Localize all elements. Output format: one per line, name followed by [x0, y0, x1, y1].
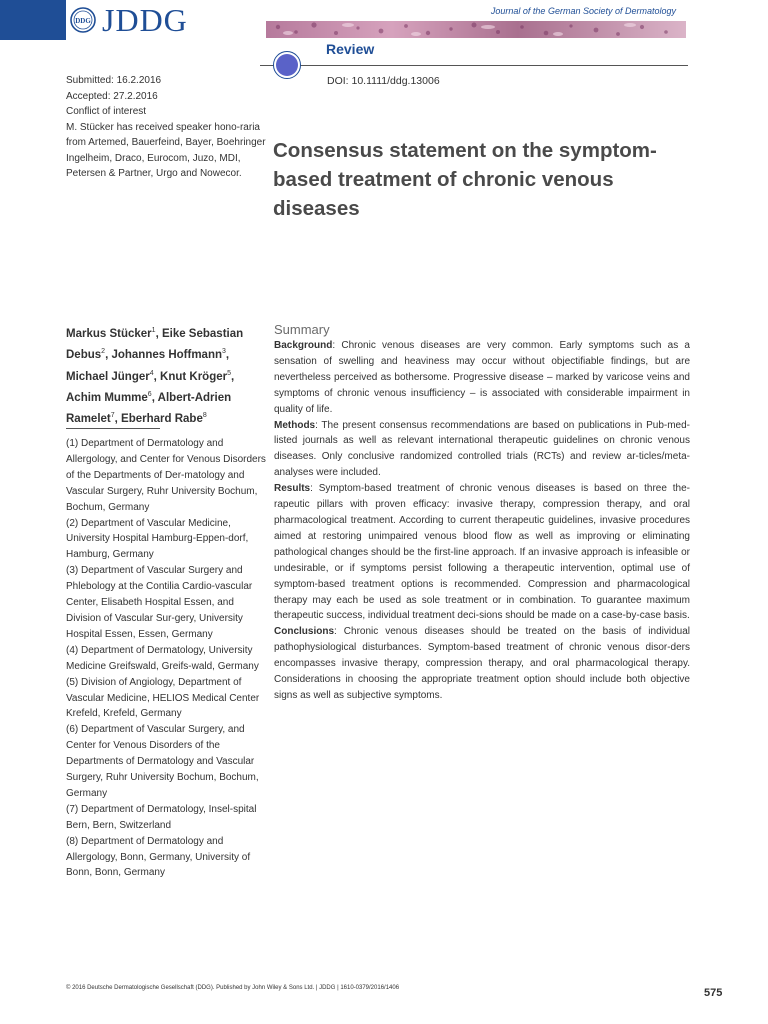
author-name: Albert-Adrien Ramelet	[66, 391, 232, 426]
summary-body	[274, 338, 690, 704]
affiliation-rule	[66, 428, 160, 429]
affiliation-item: (2) Department of Vascular Medicine, University Hospital Hamburg-Eppen-dorf, Hamburg, Germany	[66, 517, 249, 561]
affiliation-item: (1) Department of Dermatology and Allergology, and Center for Venous Disorders of the Departments of Der-matology and Vascular Surgery, Ruhr University Bochum, Bochum, Germany	[66, 438, 266, 513]
accepted-date: Accepted: 27.2.2016	[66, 90, 158, 102]
summary-label: Methods	[274, 419, 316, 431]
submission-info	[66, 73, 266, 182]
article-title: Consensus statement on the symptom-based treatment of chronic venous diseases	[273, 139, 657, 220]
conflict-text: M. Stücker has received speaker hono-raria from Artemed, Bauerfeind, Bayer, Boehringer Ingelheim, Draco, Eurocom, Juzo, MDI, Petersen & Partner, Urgo and Nowecor.	[66, 121, 266, 179]
author-name: Achim Mumme	[66, 391, 148, 404]
author-affiliation-ref: 6	[147, 390, 152, 398]
summary-methods	[274, 418, 690, 482]
summary-text: : Symptom-based treatment of chronic venous diseases is based on three the-rapeutic pillars with proven efficacy: invasive therapy, compression therapy, and oral pharmacological treatment. According to current therapeutic guidelines, invasive procedures aimed at restoring unimpaired venous blood flow as well as improving or eliminating pathological changes should be the first-line approach. If an invasive approach is infeasible or undesirable, or if symptoms persist following a therapeutic intervention, optimal use of symptom-based treatment options is recommended. Compression and pharmacological therapy may each be used as sole treatment or in combination. To guarantee maximum therapeutic success, individual treatment deci-sions should be made on a case-by-case basis.	[274, 483, 690, 622]
histology-banner-image	[266, 21, 686, 38]
doi[interactable]: DOI: 10.1111/ddg.13006	[327, 75, 440, 87]
copyright-footer: © 2016 Deutsche Dermatologische Gesellschaft (DDG). Published by John Wiley & Sons Ltd. | JDDG | 1610-0379/2016/1406	[66, 985, 400, 991]
affiliation-list	[66, 436, 266, 881]
author-name: Michael Jünger	[66, 370, 150, 383]
affiliation-item: (5) Division of Angiology, Department of Vascular Medicine, HELIOS Medical Center Krefeld, Krefeld, Germany	[66, 676, 260, 720]
summary-background	[274, 338, 690, 418]
author-name: Knut Kröger	[160, 370, 228, 383]
affiliation-item: (6) Department of Vascular Surgery, and Center for Venous Disorders of the Departments of Dermatology and Vascular Surgery, Ruhr University Bochum, Bochum, Germany	[66, 724, 259, 799]
journal-name: Journal of the German Society of Dermatology	[490, 6, 676, 16]
conflict-heading: Conflict of interest	[66, 106, 147, 117]
affiliation-item: (3) Department of Vascular Surgery and Phlebology at the Contilia Cardio-vascular Center, Elisabeth Hospital Essen, and Division of Vascular Sur-gery, University Hospital Essen, Essen, Germany	[66, 565, 253, 640]
logo-text: JDDG	[102, 2, 188, 38]
author-affiliation-ref: 3	[222, 348, 226, 356]
author-list: Markus Stücker$^1$, Eike Sebastian Debus$^2$, Johannes Hoffmann$^3$, Michael Jünger$^4$, Knut Kröger$^5$, Achim Mumme$^6$, Albert-Adrien Ramelet$^7$, Eberhard Rabe$^8$	[66, 327, 244, 426]
section-marker-dot	[276, 54, 298, 76]
author-name: Eike Sebastian Debus	[66, 327, 244, 362]
journal-logo[interactable]	[70, 0, 240, 40]
section-label: Review	[326, 41, 375, 57]
author-name: Markus Stücker	[66, 327, 152, 340]
submitted-date: Submitted: 16.2.2016	[66, 75, 162, 86]
author-affiliation-ref: 4	[149, 369, 154, 377]
author-affiliation-ref: 5	[227, 369, 232, 377]
affiliation-item: (7) Department of Dermatology, Insel-spital Bern, Bern, Switzerland	[66, 803, 257, 831]
summary-label: Background	[274, 340, 333, 351]
header-color-bar	[0, 0, 66, 40]
affiliation-item: (8) Department of Dermatology and Allergology, Bonn, Germany, University of Bonn, Bonn, Germany	[66, 835, 251, 879]
affiliation-item: (4) Department of Dermatology, University Medicine Greifswald, Greifs-wald, Germany	[66, 644, 259, 672]
author-affiliation-ref: 2	[101, 348, 106, 356]
ddg-emblem-icon	[70, 7, 96, 33]
emblem-text: DDG	[75, 17, 91, 25]
summary-label: Conclusions	[274, 626, 335, 638]
page-number: 575	[704, 987, 723, 999]
summary-label: Results	[274, 483, 311, 495]
author-affiliation-ref: 1	[151, 327, 156, 334]
summary-conclusions	[274, 624, 690, 704]
author-affiliation-ref: 8	[202, 412, 207, 420]
summary-results	[274, 481, 690, 624]
header-rule	[260, 65, 688, 66]
summary-text: : The present consensus recommendations are based on publications in Pub-med-listed journals as well as relevant international therapeutic guidelines on chronic venous diseases. Only conclusive randomized controlled trials (RCTs) and review ar-ticles/meta-analyses were included.	[274, 419, 690, 479]
summary-text: : Chronic venous diseases are very common. Early symptoms such as a sensation of swelling and heaviness may occur without objectifiable findings, but are nevertheless perceived as bothersome. Progressive disease – marked by varicose veins and symptoms of chronic venous insufficiency – is associated with considerable impairment in quality of life.	[274, 340, 690, 415]
summary-text: : Chronic venous diseases should be treated on the basis of individual pathophysiological disturbances. Symptom-based treatment of chronic venous disor-ders encompasses invasive therapy, compression therapy, and oral pharmacological therapy. Considerations in choosing the appropriate treatment option should include both objective signs as well as subjective symptoms.	[274, 626, 690, 701]
author-affiliation-ref: 7	[110, 412, 115, 420]
summary-heading: Summary	[274, 322, 330, 337]
author-name: Eberhard Rabe	[121, 413, 203, 426]
author-name: Johannes Hoffmann	[111, 349, 222, 362]
